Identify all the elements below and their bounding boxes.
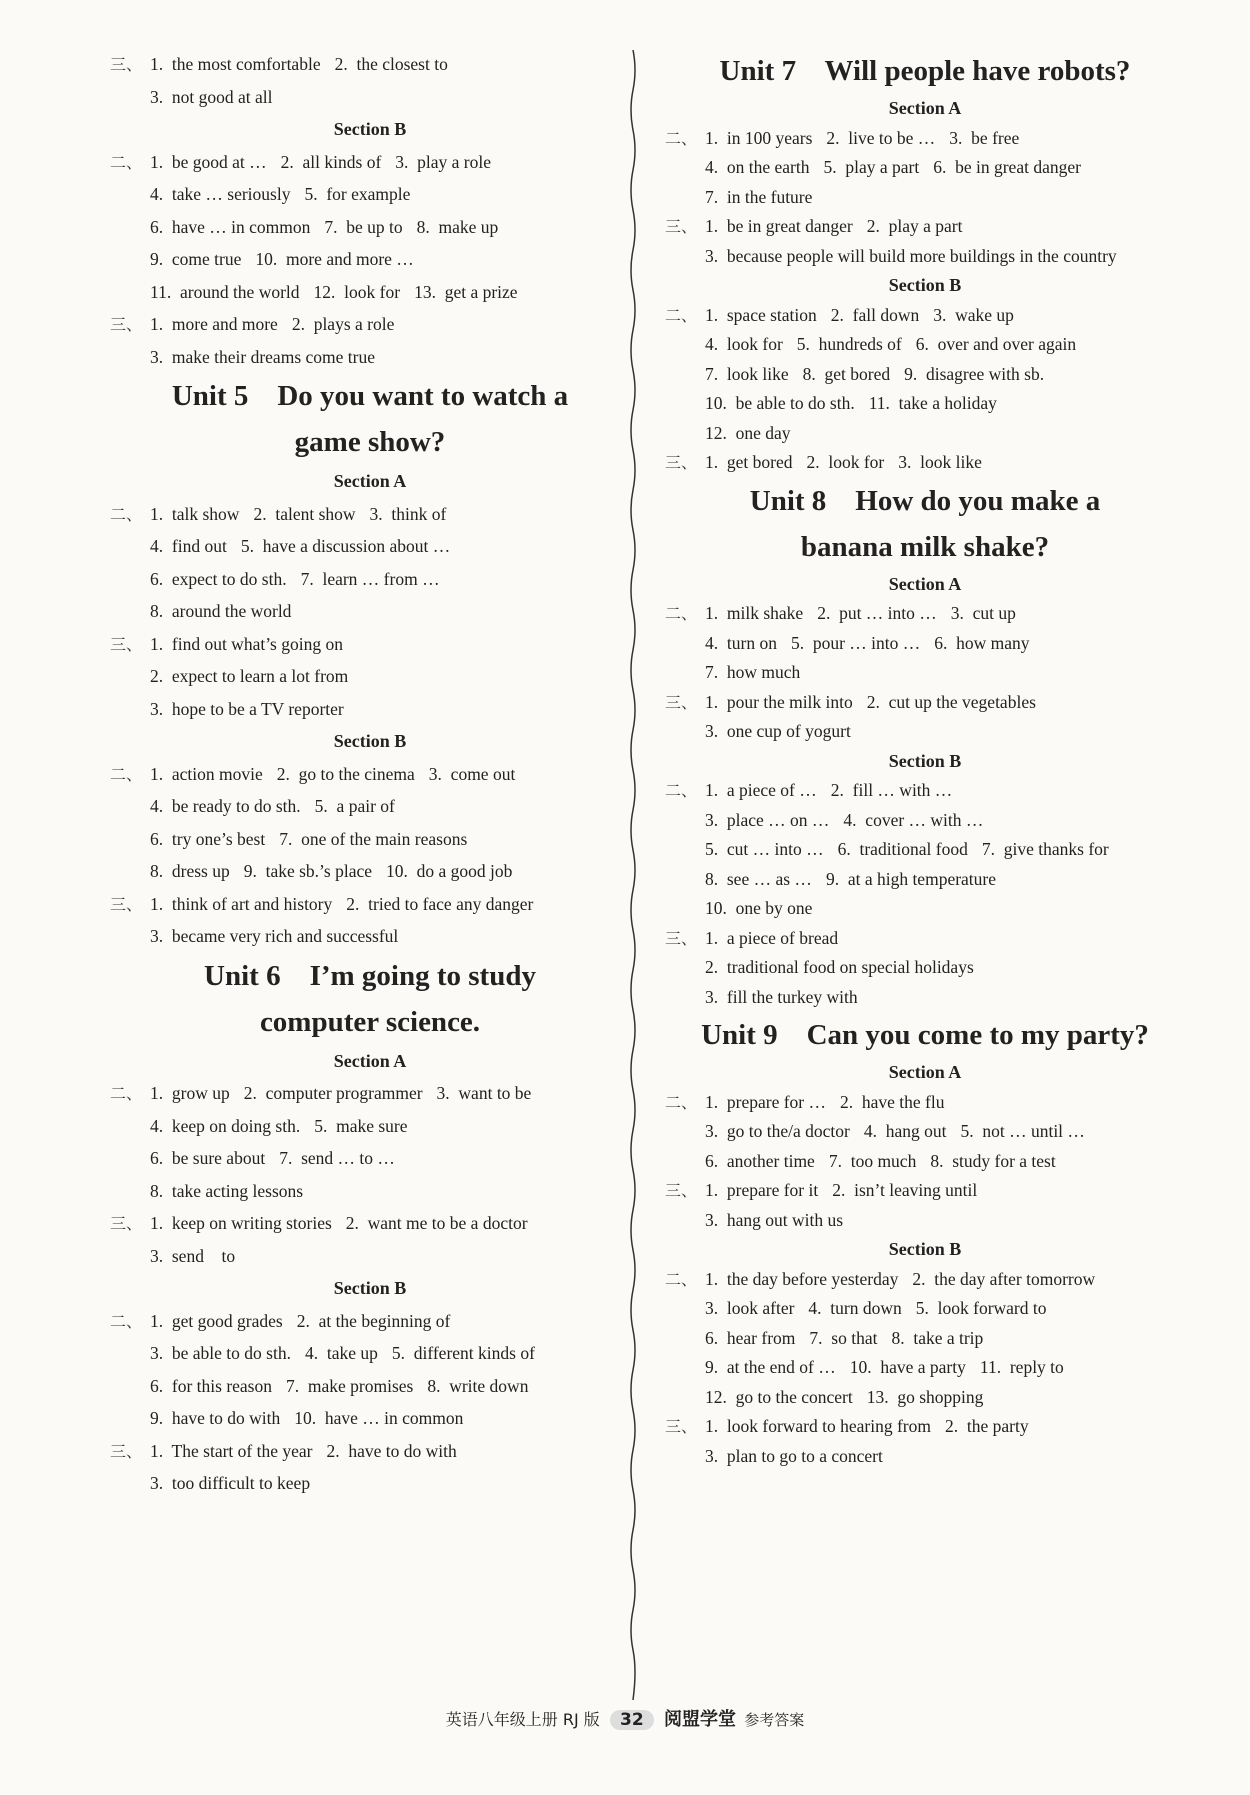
answer-item: 5. have a discussion about … bbox=[240, 536, 451, 556]
answer-row bbox=[150, 1240, 630, 1273]
answer-row bbox=[705, 835, 1185, 865]
answer-item: 1. find out what’s going on bbox=[150, 633, 343, 654]
section-heading: Section B bbox=[333, 1278, 407, 1298]
answer-row bbox=[705, 1147, 1185, 1177]
answer-item: 5. cut … into … bbox=[705, 839, 824, 859]
answer-item: 8. study for a test bbox=[930, 1150, 1056, 1171]
answer-item: 1. get good grades bbox=[150, 1310, 283, 1331]
section-heading: Section A bbox=[888, 573, 962, 594]
answer-item: 5. pour … into … bbox=[790, 632, 921, 653]
answer-row bbox=[705, 419, 1185, 449]
left-column bbox=[110, 48, 630, 1500]
answer-item: 6. try one’s best bbox=[150, 828, 266, 849]
answer-item: 2. tried to face any danger bbox=[346, 893, 534, 914]
answer-item: 5. look forward to bbox=[915, 1298, 1047, 1318]
answer-row bbox=[150, 855, 630, 888]
answer-item: 4. keep on doing sth. bbox=[150, 1115, 301, 1136]
page-number: 32 bbox=[610, 1710, 654, 1730]
answer-item: 12. go to the concert bbox=[705, 1386, 853, 1407]
question-group-mark: 二、 bbox=[665, 781, 698, 800]
answer-row bbox=[150, 660, 630, 693]
answer-item: 2. fall down bbox=[830, 304, 920, 325]
answer-item: 4. turn down bbox=[808, 1298, 902, 1318]
answer-row bbox=[705, 1324, 1185, 1354]
unit8-section-b-rows bbox=[665, 776, 1185, 1012]
answer-item: 5. hundreds of bbox=[796, 334, 902, 354]
answer-row bbox=[705, 1383, 1185, 1413]
answer-item: 1. The start of the year bbox=[150, 1440, 313, 1461]
answer-item: 9. take sb.’s place bbox=[243, 861, 373, 881]
answer-item: 5. for example bbox=[304, 184, 411, 204]
answer-item: 6. hear from bbox=[705, 1327, 796, 1348]
answer-row bbox=[665, 599, 1185, 629]
unit8-title-cont: banana milk shake? bbox=[800, 530, 1050, 563]
page-footer bbox=[0, 1705, 1250, 1731]
answer-row bbox=[150, 920, 630, 953]
answer-item: 2. plays a role bbox=[291, 314, 395, 334]
answer-item: 6. traditional food bbox=[837, 839, 968, 859]
section-heading: Section B bbox=[888, 275, 962, 295]
answer-item: 1. be good at … bbox=[150, 151, 267, 172]
answer-item: 7. one of the main reasons bbox=[279, 828, 468, 849]
answer-item: 12. look for bbox=[313, 281, 401, 302]
answer-item: 3. because people will build more buildings in the country bbox=[705, 245, 1117, 266]
answer-row bbox=[150, 1467, 630, 1500]
answer-item: 2. the day after tomorrow bbox=[912, 1268, 1096, 1289]
question-group-mark: 二、 bbox=[110, 764, 143, 784]
answer-item: 1. prepare for … bbox=[705, 1091, 826, 1112]
answer-item: 2. have to do with bbox=[326, 1440, 457, 1461]
answer-row bbox=[150, 1142, 630, 1175]
answer-item: 2. traditional food on special holidays bbox=[705, 957, 974, 977]
answer-item: 3. be free bbox=[949, 127, 1020, 148]
answer-row bbox=[665, 448, 1185, 478]
answer-item: 2. play a part bbox=[866, 216, 963, 236]
answer-item: 3. too difficult to keep bbox=[150, 1473, 311, 1493]
section-heading: Section A bbox=[888, 1062, 962, 1082]
answer-item: 10. more and more … bbox=[255, 249, 414, 269]
question-group-mark: 二、 bbox=[110, 152, 143, 172]
section-heading: Section B bbox=[333, 731, 407, 751]
unit5-title-cont: game show? bbox=[294, 426, 446, 458]
answer-row bbox=[705, 865, 1185, 895]
answer-row bbox=[150, 563, 630, 596]
section-heading: Section B bbox=[333, 119, 407, 139]
answer-item: 1. think of art and history bbox=[150, 893, 333, 914]
answer-row bbox=[705, 983, 1185, 1013]
answer-item: 4. be ready to do sth. bbox=[150, 796, 301, 816]
answer-item: 3. look like bbox=[898, 452, 982, 472]
answer-item: 2. go to the cinema bbox=[276, 763, 415, 784]
answer-item: 7. how much bbox=[705, 662, 801, 682]
answer-row bbox=[705, 629, 1185, 659]
answer-item: 10. one by one bbox=[705, 898, 813, 918]
right-column bbox=[665, 48, 1185, 1471]
answer-item: 1. a piece of … bbox=[705, 780, 817, 800]
answer-item: 1. milk shake bbox=[705, 603, 804, 623]
answer-item: 10. be able to do sth. bbox=[705, 393, 855, 413]
answer-row bbox=[150, 276, 630, 309]
answer-item: 4. turn on bbox=[705, 632, 777, 653]
answer-row bbox=[665, 301, 1185, 331]
answer-row bbox=[665, 124, 1185, 154]
answer-row bbox=[705, 1442, 1185, 1472]
answer-item: 1. talk show bbox=[150, 503, 240, 524]
answer-item: 3. come out bbox=[428, 763, 516, 784]
unit8-section-a-rows bbox=[665, 599, 1185, 747]
answer-row bbox=[705, 360, 1185, 390]
answer-row bbox=[705, 717, 1185, 747]
answer-row bbox=[705, 1206, 1185, 1236]
unit6-title-cont: computer science. bbox=[259, 1005, 481, 1038]
question-group-mark: 三、 bbox=[110, 894, 143, 914]
answer-row bbox=[705, 658, 1185, 688]
answer-item: 6. be sure about bbox=[150, 1148, 266, 1168]
answer-item: 7. look like bbox=[705, 363, 789, 384]
answer-item: 7. so that bbox=[809, 1327, 878, 1348]
answer-item: 4. find out bbox=[150, 536, 227, 556]
answer-row bbox=[150, 1110, 630, 1143]
answer-item: 3. think of bbox=[369, 503, 447, 524]
question-group-mark: 三、 bbox=[110, 1214, 143, 1233]
question-group-mark: 三、 bbox=[110, 315, 143, 334]
answer-item: 2. the party bbox=[944, 1416, 1029, 1436]
answer-row bbox=[110, 498, 630, 531]
answer-item: 6. over and over again bbox=[915, 334, 1077, 354]
answer-item: 4. take … seriously bbox=[150, 184, 291, 204]
answer-row bbox=[150, 1337, 630, 1370]
answer-item: 2. put … into … bbox=[817, 603, 937, 623]
answer-item: 6. have … in common bbox=[150, 216, 311, 237]
answer-row bbox=[705, 389, 1185, 419]
question-group-mark: 三、 bbox=[110, 1441, 143, 1461]
answer-item: 5. different kinds of bbox=[391, 1343, 535, 1363]
answer-item: 6. be in great danger bbox=[933, 157, 1081, 177]
question-group-mark: 三、 bbox=[665, 217, 698, 236]
answer-item: 1. keep on writing stories bbox=[150, 1213, 332, 1233]
answer-item: 3. cut up bbox=[950, 603, 1016, 623]
answer-item: 6. how many bbox=[934, 632, 1030, 653]
unit7-section-b-rows bbox=[665, 301, 1185, 478]
answer-item: 5. play a part bbox=[823, 157, 920, 177]
unit5-section-a-rows bbox=[110, 498, 630, 726]
answer-row bbox=[110, 308, 630, 341]
answer-item: 1. prepare for it bbox=[705, 1180, 819, 1200]
answer-item: 7. too much bbox=[828, 1150, 917, 1171]
answer-row bbox=[665, 1265, 1185, 1295]
answer-item: 1. more and more bbox=[150, 314, 278, 334]
unit9-title: Unit 9 Can you come to my party? bbox=[701, 1019, 1149, 1051]
answer-row bbox=[110, 1305, 630, 1338]
question-group-mark: 三、 bbox=[665, 928, 698, 948]
book-title: 英语八年级上册 RJ 版 bbox=[445, 1710, 600, 1729]
answer-item: 11. around the world bbox=[150, 281, 300, 302]
unit7-title: Unit 7 Will people have robots? bbox=[719, 55, 1131, 87]
answer-item: 2. live to be … bbox=[826, 127, 936, 148]
question-group-mark: 三、 bbox=[665, 453, 698, 472]
answer-item: 10. do a good job bbox=[386, 861, 513, 881]
answer-item: 2. have the flu bbox=[840, 1091, 945, 1112]
answer-item: 3. plan to go to a concert bbox=[705, 1445, 883, 1466]
answer-item: 8. take a trip bbox=[891, 1327, 984, 1348]
answer-row bbox=[110, 888, 630, 921]
answer-item: 8. see … as … bbox=[705, 868, 812, 889]
answer-row bbox=[665, 776, 1185, 806]
answer-item: 9. have to do with bbox=[150, 1408, 281, 1428]
answer-item: 8. make up bbox=[416, 216, 499, 237]
answer-item: 3. not good at all bbox=[150, 86, 273, 107]
answer-item: 11. reply to bbox=[979, 1357, 1064, 1377]
answer-item: 4. cover … with … bbox=[843, 809, 984, 830]
answer-item: 10. have … in common bbox=[294, 1408, 464, 1428]
answer-item: 1. pour the milk into bbox=[705, 691, 853, 712]
answer-row bbox=[150, 1175, 630, 1208]
answer-item: 1. action movie bbox=[150, 763, 263, 784]
question-group-mark: 三、 bbox=[665, 692, 698, 712]
answer-row bbox=[705, 1353, 1185, 1383]
question-group-mark: 二、 bbox=[665, 1269, 698, 1289]
answer-item: 3. want to be bbox=[436, 1083, 532, 1103]
unit8-title: Unit 8 How do you make a bbox=[749, 484, 1101, 517]
answer-item: 8. take acting lessons bbox=[150, 1180, 304, 1201]
answer-item: 3. hang out with us bbox=[705, 1209, 844, 1230]
answer-row bbox=[110, 146, 630, 179]
answer-item: 3. one cup of yogurt bbox=[705, 721, 851, 741]
answer-item: 3. place … on … bbox=[705, 809, 830, 830]
answer-item: 3. wake up bbox=[933, 304, 1014, 325]
answer-item: 7. learn … from … bbox=[300, 568, 440, 589]
answer-item: 2. the closest to bbox=[334, 54, 448, 74]
answer-item: 5. make sure bbox=[314, 1115, 408, 1136]
answer-item: 13. go shopping bbox=[866, 1386, 984, 1407]
answer-item: 8. get bored bbox=[802, 363, 891, 384]
question-group-mark: 三、 bbox=[110, 634, 143, 654]
answer-item: 1. in 100 years bbox=[705, 127, 813, 148]
answer-row bbox=[705, 806, 1185, 836]
answer-key-label: 参考答案 bbox=[744, 1711, 805, 1729]
answer-item: 4. take up bbox=[304, 1343, 378, 1363]
answer-item: 1. be in great danger bbox=[705, 216, 853, 236]
answer-item: 6. expect to do sth. bbox=[150, 568, 287, 589]
question-group-mark: 三、 bbox=[665, 1181, 698, 1200]
answer-item: 8. write down bbox=[427, 1375, 529, 1396]
answer-item: 2. all kinds of bbox=[280, 151, 382, 172]
answer-item: 1. the day before yesterday bbox=[705, 1268, 899, 1289]
answer-row bbox=[150, 530, 630, 563]
answer-row bbox=[705, 183, 1185, 213]
answer-item: 7. be up to bbox=[324, 216, 403, 237]
answer-item: 11. take a holiday bbox=[868, 393, 997, 413]
answer-item: 2. isn’t leaving until bbox=[832, 1180, 978, 1200]
answer-item: 6. for this reason bbox=[150, 1375, 272, 1396]
answer-item: 5. a pair of bbox=[314, 796, 395, 816]
answer-row bbox=[110, 1077, 630, 1110]
answer-item: 3. play a role bbox=[395, 151, 492, 172]
answer-row bbox=[110, 758, 630, 791]
section-heading: Section A bbox=[888, 98, 962, 118]
answer-row bbox=[705, 242, 1185, 272]
answer-item: 7. send … to … bbox=[279, 1148, 395, 1168]
answer-row bbox=[150, 243, 630, 276]
unit9-section-a-rows bbox=[665, 1088, 1185, 1236]
answer-item: 3. send to bbox=[150, 1245, 236, 1266]
answer-row bbox=[150, 178, 630, 211]
unit5-title: Unit 5 Do you want to watch a bbox=[171, 380, 569, 412]
answer-item: 12. one day bbox=[705, 422, 791, 443]
answer-item: 9. come true bbox=[150, 249, 242, 269]
answer-item: 2. at the beginning of bbox=[296, 1310, 451, 1331]
answer-row bbox=[150, 211, 630, 244]
answer-item: 1. look forward to hearing from bbox=[705, 1416, 931, 1436]
answer-item: 2. look for bbox=[806, 452, 885, 472]
answer-item: 2. want me to be a doctor bbox=[345, 1213, 528, 1233]
answer-row bbox=[150, 595, 630, 628]
answer-row bbox=[665, 1088, 1185, 1118]
answer-item: 1. space station bbox=[705, 304, 817, 325]
answer-item: 8. dress up bbox=[150, 861, 230, 881]
answer-item: 4. on the earth bbox=[705, 157, 810, 177]
brand-logo: 阅盟学堂 bbox=[663, 1709, 736, 1730]
answer-item: 3. make their dreams come true bbox=[150, 346, 375, 367]
answer-row bbox=[150, 790, 630, 823]
question-group-mark: 二、 bbox=[110, 1311, 143, 1331]
answer-item: 7. in the future bbox=[705, 186, 813, 207]
section-heading: Section A bbox=[333, 1050, 407, 1071]
answer-item: 2. talent show bbox=[253, 503, 356, 524]
answer-item: 9. at the end of … bbox=[705, 1357, 836, 1377]
answer-item: 8. around the world bbox=[150, 601, 292, 621]
unit7-section-a-rows bbox=[665, 124, 1185, 272]
answer-item: 2. computer programmer bbox=[243, 1083, 423, 1103]
answer-item: 1. grow up bbox=[150, 1083, 230, 1103]
answer-row bbox=[705, 953, 1185, 983]
answer-item: 4. hang out bbox=[863, 1121, 947, 1141]
question-group-mark: 二、 bbox=[110, 1084, 143, 1103]
answer-item: 9. disagree with sb. bbox=[904, 363, 1045, 384]
unit6-title: Unit 6 I’m going to study bbox=[204, 959, 536, 992]
answer-row bbox=[150, 341, 630, 374]
section-heading: Section B bbox=[888, 1239, 962, 1259]
unit6-section-b-rows bbox=[110, 1305, 630, 1500]
top-block bbox=[110, 48, 630, 113]
answer-row bbox=[150, 1402, 630, 1435]
answer-item: 3. fill the turkey with bbox=[705, 986, 858, 1007]
answer-row bbox=[665, 212, 1185, 242]
answer-item: 4. look for bbox=[705, 334, 783, 354]
answer-row bbox=[150, 1370, 630, 1403]
answer-item: 13. get a prize bbox=[414, 281, 518, 302]
answer-row bbox=[110, 1435, 630, 1468]
question-group-mark: 二、 bbox=[110, 504, 143, 524]
unit5-section-b-rows bbox=[110, 758, 630, 953]
question-group-mark: 三、 bbox=[110, 55, 143, 74]
answer-item: 9. at a high temperature bbox=[825, 868, 997, 889]
answer-row bbox=[705, 330, 1185, 360]
answer-item: 5. not … until … bbox=[960, 1121, 1085, 1141]
answer-row bbox=[705, 894, 1185, 924]
answer-row bbox=[705, 1117, 1185, 1147]
answer-row bbox=[150, 823, 630, 856]
answer-item: 6. another time bbox=[705, 1150, 815, 1171]
unit6-section-a-rows bbox=[110, 1077, 630, 1272]
answer-item: 1. the most comfortable bbox=[150, 54, 321, 74]
answer-row bbox=[150, 81, 630, 114]
question-group-mark: 二、 bbox=[665, 128, 698, 148]
question-group-mark: 二、 bbox=[665, 305, 698, 325]
question-group-mark: 二、 bbox=[665, 604, 698, 623]
answer-item: 1. a piece of bread bbox=[705, 927, 839, 948]
answer-item: 3. be able to do sth. bbox=[150, 1343, 291, 1363]
section-heading: Section B bbox=[888, 750, 962, 771]
answer-row bbox=[150, 693, 630, 726]
section-heading: Section A bbox=[333, 471, 407, 491]
question-group-mark: 二、 bbox=[665, 1092, 698, 1112]
answer-item: 10. have a party bbox=[849, 1357, 966, 1377]
answer-row bbox=[705, 1294, 1185, 1324]
answer-row bbox=[665, 1176, 1185, 1206]
answer-item: 3. go to the/a doctor bbox=[705, 1121, 850, 1141]
answer-row bbox=[665, 924, 1185, 954]
unit9-section-b-rows bbox=[665, 1265, 1185, 1472]
answer-row bbox=[705, 153, 1185, 183]
answer-item: 3. became very rich and successful bbox=[150, 926, 399, 946]
answer-item: 7. make promises bbox=[286, 1375, 414, 1396]
answer-item: 3. look after bbox=[705, 1298, 795, 1318]
answer-row bbox=[665, 688, 1185, 718]
answer-row bbox=[665, 1412, 1185, 1442]
top-section-b-rows bbox=[110, 146, 630, 374]
question-group-mark: 三、 bbox=[665, 1417, 698, 1436]
answer-row bbox=[110, 1207, 630, 1240]
answer-item: 3. hope to be a TV reporter bbox=[150, 698, 344, 719]
answer-item: 1. get bored bbox=[705, 452, 793, 472]
answer-item: 2. fill … with … bbox=[830, 780, 953, 800]
answer-item: 2. cut up the vegetables bbox=[866, 691, 1036, 712]
answer-item: 2. expect to learn a lot from bbox=[150, 666, 349, 686]
answer-row bbox=[110, 628, 630, 661]
answer-row bbox=[110, 48, 630, 81]
answer-item: 7. give thanks for bbox=[981, 839, 1109, 859]
